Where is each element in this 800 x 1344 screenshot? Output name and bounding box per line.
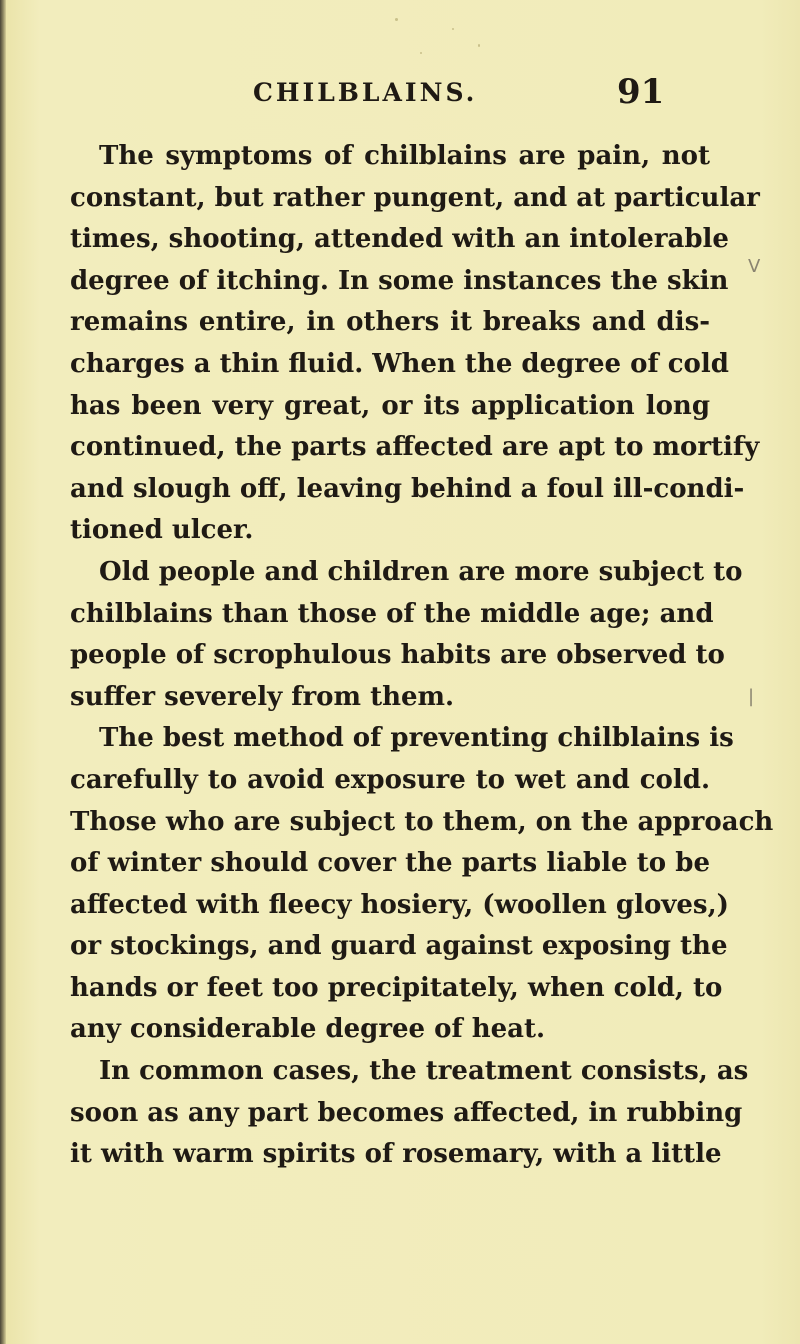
text-line: Those who are subject to them, on the approach [70, 806, 774, 837]
body-text [70, 136, 774, 1176]
text-line: suffer severely from them. [70, 681, 455, 712]
paper-speck [395, 18, 398, 21]
paper-speck [478, 44, 480, 47]
text-line: or stockings, and guard against exposing the [70, 931, 728, 962]
text-line: degree of itching. In some instances the skin [70, 265, 729, 296]
text-line: has been very great, or its application long [70, 390, 710, 421]
paragraph [70, 718, 774, 1051]
text-line: affected with fleecy hosiery, (woollen gloves,) [70, 889, 729, 920]
text-line: hands or feet too precipitately, when cold, to [70, 972, 723, 1003]
text-line: The best method of preventing chilblains is [99, 723, 734, 754]
text-line: people of scrophulous habits are observed to [70, 640, 725, 671]
page-header [0, 72, 800, 112]
page-number: 91 [617, 72, 665, 112]
text-line: chilblains than those of the middle age; and [70, 598, 714, 629]
text-line: remains entire, in others it breaks and dis- [70, 307, 710, 338]
margin-annotation: V [748, 256, 761, 277]
text-line: constant, but rather pungent, and at particular [70, 182, 760, 213]
page-gutter [0, 0, 6, 1344]
paper-speck [452, 28, 454, 30]
paragraph [70, 552, 743, 718]
text-line: tioned ulcer. [70, 515, 254, 546]
text-line: times, shooting, attended with an intolerable [70, 224, 729, 255]
text-line: of winter should cover the parts liable to be [70, 848, 710, 879]
text-line: In common cases, the treatment consists, as [99, 1056, 749, 1087]
text-line: charges a thin fluid. When the degree of cold [70, 348, 729, 379]
text-line: continued, the parts affected are apt to mortify [70, 432, 760, 463]
text-line: it with warm spirits of rosemary, with a little [70, 1139, 722, 1170]
text-line: The symptoms of chilblains are pain, not [99, 141, 710, 171]
margin-annotation: | [748, 686, 755, 707]
text-line: Old people and children are more subject to [99, 556, 743, 587]
text-line: soon as any part becomes affected, in rubbing [70, 1097, 743, 1128]
paragraph [70, 136, 760, 552]
paragraph [70, 1051, 749, 1176]
text-line: carefully to avoid exposure to wet and cold. [70, 764, 710, 795]
text-line: and slough off, leaving behind a foul ill-condi- [70, 473, 745, 504]
paper-speck [420, 52, 422, 54]
text-line: any considerable degree of heat. [70, 1014, 546, 1045]
running-head: CHILBLAINS. [253, 78, 478, 107]
